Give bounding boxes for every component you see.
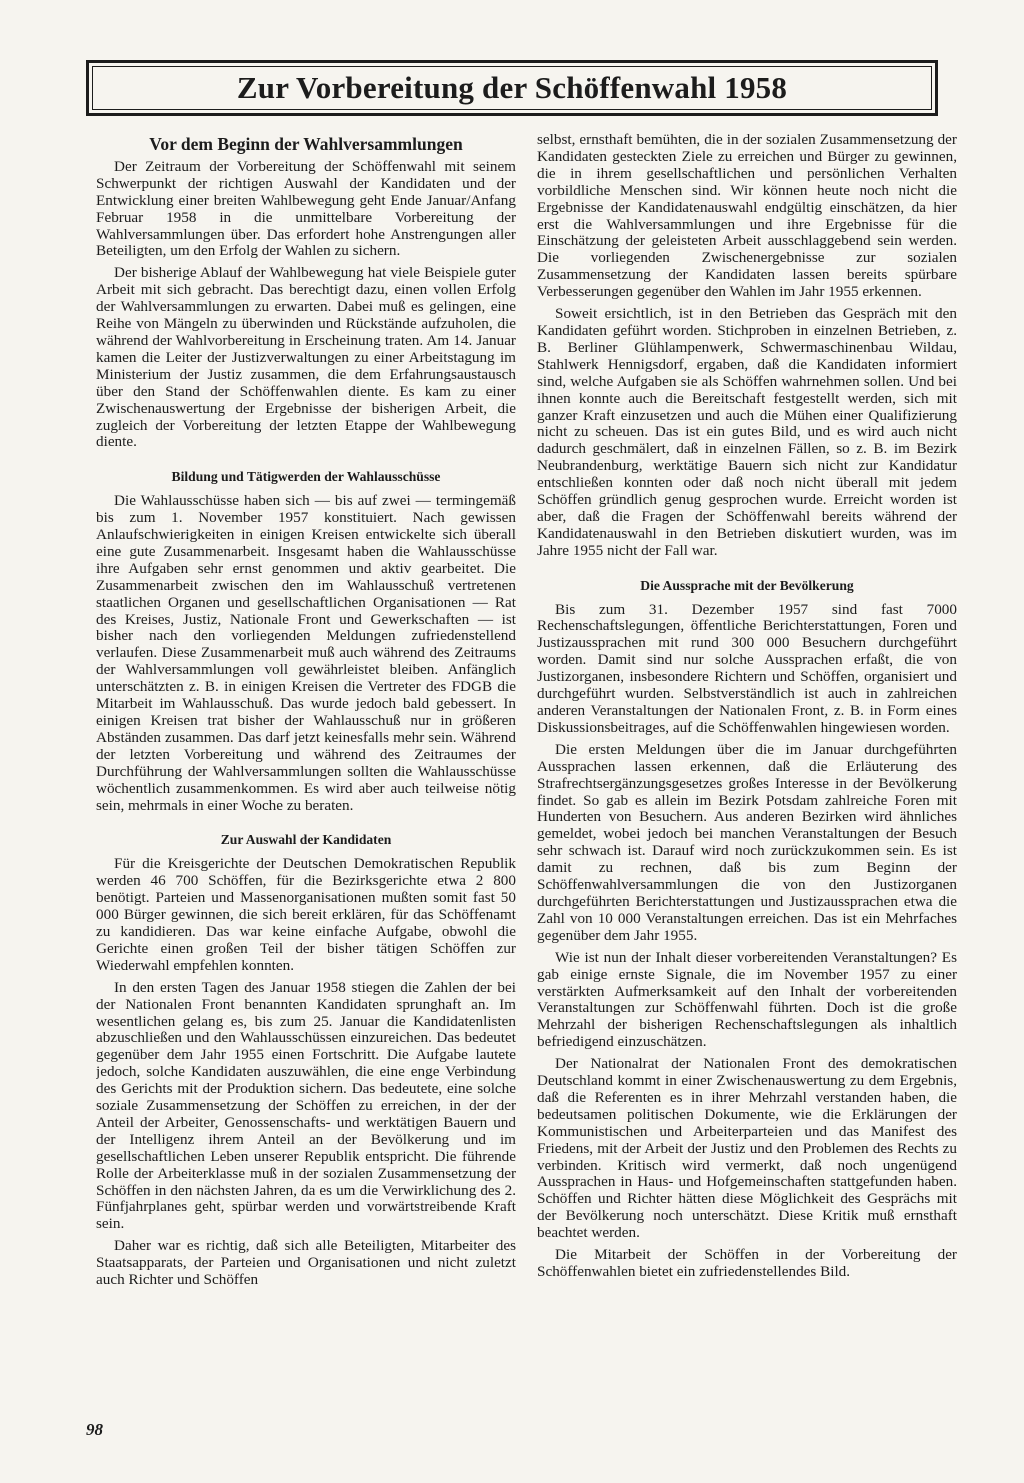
subheading-aussprache: Die Aussprache mit der Bevölkerung — [640, 577, 854, 593]
paragraph: Wie ist nun der Inhalt dieser vorbereitenden Veranstaltungen? Es gab einige ernste Signale, die im November 1957 zu einer verstärkten Aufmerksamkeit auf den Inhalt der vorbereitenden Veranstaltungen zur Schöffenwahl führten. Doch ist die große Mehrzahl der bisherigen Rechenschaftslegungen als inhaltlich befriedigend einzuschätzen. — [537, 948, 957, 1051]
paragraph: In den ersten Tagen des Januar 1958 stiegen die Zahlen der bei der Nationalen Front benannten Kandidaten sprunghaft an. Im wesentlichen gelang es, bis zum 25. Januar die Kandidatenlisten abzuschließen und den Wahlausschüssen einzureichen. Das bedeutet gegenüber dem Jahr 1955 einen Fortschritt. Die Aufgabe lautete jedoch, solche Kandidaten auszuwählen, die eine enge Verbindung des Gerichts mit der Produktion sichern. Das bedeutete, eine solche soziale Zusammensetzung der Schöffen zu erreichen, in der der Anteil der Arbeiter, Genossenschafts- und werktätigen Bauern und der Intelligenz ihrem Anteil an der Bevölkerung und im gesellschaftlichen Leben unserer Republik entspricht. Die führende Rolle der Arbeiterklasse muß in der sozialen Zusammensetzung der Schöffen in den nächsten Jahren, da es um die Verwirklichung des 2. Fünfjahrplanes geht, spürbar werden und vorwärtstreibende Kraft sein. — [96, 978, 516, 1233]
paragraph: Der Nationalrat der Nationalen Front des demokratischen Deutschland kommt in einer Zwischenauswertung zu dem Ergebnis, daß die Referenten es in ihrer Mehrzahl verstanden haben, die bedeutsamen politischen Dokumente, wie die Erklärungen der Kommunistischen und Arbeiterparteien und das Manifest des Friedens, mit der Arbeit der Justiz und den Problemen des Rechts zu verbinden. Kritisch wird vermerkt, daß noch ungenügend Aussprachen in Haus- und Hofgemeinschaften stattgefunden haben. Schöffen und Richter hätten diese Möglichkeit des Gesprächs mit der Bevölkerung noch unterschätzt. Diese Kritik muß ernsthaft beachtet werden. — [537, 1055, 957, 1242]
title-box — [86, 60, 938, 116]
paragraph: Daher war es richtig, daß sich alle Beteiligten, Mitarbeiter des Staatsapparats, der Parteien und Organisationen und nicht zuletzt auch Richter und Schöffen — [96, 1237, 516, 1289]
section-heading: Vor dem Beginn der Wahlversammlungen — [149, 134, 463, 154]
right-column — [537, 132, 957, 1412]
paragraph: Die Mitarbeit der Schöffen in der Vorbereitung der Schöffenwahlen bietet ein zufriedenstellendes Bild. — [537, 1246, 957, 1280]
subheading-bildung: Bildung und Tätigwerden der Wahlausschüsse — [171, 469, 441, 485]
paragraph: Für die Kreisgerichte der Deutschen Demokratischen Republik werden 46 700 Schöffen, für die Bezirksgerichte etwa 2 800 benötigt. Parteien und Massenorganisationen mußten somit fast 50 000 Bürger gewinnen, die sich bereit erklären, für das Schöffenamt zu kandidieren. Das war keine einfache Aufgabe, obwohl die Gerichte einen großen Teil der bisher tätigen Schöffen zur Wiederwahl empfehlen konnten. — [96, 855, 516, 974]
paragraph: Die Wahlausschüsse haben sich — bis auf zwei — termingemäß bis zum 1. November 1957 konstituiert. Nach gewissen Anlaufschwierigkeiten in einigen Kreisen entwickelte sich überall eine gute Zusammenarbeit. Insgesamt haben die Wahlausschüsse ihre Aufgaben sehr ernst genommen und aktiv gearbeitet. Die Zusammenarbeit zwischen den im Wahlausschuß vertretenen staatlichen Organen und gesellschaftlichen Organisationen — Rat des Kreises, Justiz, Nationale Front und Gewerkschaften — ist bisher nach den vorliegenden Meldungen zufriedenstellend verlaufen. Diese Zusammenarbeit muß auch während des Zeitraums der Wahlversammlungen voll gewährleistet bleiben. Anfänglich unterschätzten z. B. in einigen Kreisen die Vertreter des FDGB die Mitarbeit im Wahlausschuß. Das wurde jedoch bald gebessert. In einigen Kreisen trat bisher der Wahlausschuß nur in größeren Abständen zusammen. Das darf jetzt keinesfalls mehr sein. Während der letzten Vorbereitung und während des Zeitraumes der Durchführung der Wahlversammlungen sollten die Wahlausschüsse wöchentlich zusammenkommen. Es wird aber auch teilweise nötig sein, mehrmals in einer Woche zu beraten. — [96, 492, 516, 814]
paragraph: Der bisherige Ablauf der Wahlbewegung hat viele Beispiele guter Arbeit mit sich gebracht. Das berechtigt dazu, einen vollen Erfolg der Wahlversammlungen zu erwarten. Dabei muß es gelingen, eine Reihe von Mängeln zu überwinden und Rückstände aufzuholen, die während der Wahlvorbereitung in Erscheinung traten. Am 14. Januar kamen die Leiter der Justizverwaltungen zu einer Arbeitstagung im Ministerium der Justiz zusammen, die dem Erfahrungsaustausch über den Stand der Schöffenwahlen diente. Es kam zu einer Zwischenauswertung der Ergebnisse der bisherigen Arbeit, die zugleich der Vorbereitung der letzten Etappe der Wahlbewegung diente. — [96, 264, 516, 451]
left-column — [96, 132, 516, 1412]
page-number: 98 — [86, 1420, 103, 1439]
paragraph: Der Zeitraum der Vorbereitung der Schöffenwahl mit seinem Schwerpunkt der richtigen Auswahl der Kandidaten und der Entwicklung einer breiten Wahlbewegung geht Ende Januar/Anfang Februar 1958 in die unmittelbare Vorbereitung der Wahlversammlungen über. Das erfordert hohe Anstrengungen aller Beteiligten, um den Erfolg der Wahlen zu sichern. — [96, 157, 516, 260]
paragraph: selbst, ernsthaft bemühten, die in der sozialen Zusammensetzung der Kandidaten gesteckten Ziele zu erreichen und Bürger zu gewinnen, die in ihrem gesellschaftlichen und persönlichen Verhalten vorbildliche Menschen sind. Wir können heute noch nicht die Ergebnisse der Kandidatenauswahl endgültig einschätzen, da hier erst die Wahlversammlungen und ihre Ergebnisse für die Einschätzung der geleisteten Arbeit ausschlaggebend sein werden. Die vorliegenden Zwischenergebnisse zur sozialen Zusammensetzung der Kandidaten lassen bereits spürbare Verbesserungen gegenüber den Wahlen im Jahr 1955 erkennen. — [537, 132, 957, 301]
paragraph: Bis zum 31. Dezember 1957 sind fast 7000 Rechenschaftslegungen, öffentliche Berichterstattungen, Foren und Justizaussprachen mit rund 300 000 Besuchern durchgeführt worden. Damit sind nur solche Aussprachen erfaßt, die von Justizorganen, insbesondere Richtern und Schöffen, organisiert und durchgeführt wurden. Selbstverständlich ist auch in zahlreichen anderen Veranstaltungen der Nationalen Front, z. B. in Form eines Diskussionsbeitrages, auf die Schöffenwahlen hingewiesen worden. — [537, 600, 957, 736]
paragraph: Soweit ersichtlich, ist in den Betrieben das Gespräch mit den Kandidaten geführt worden. Stichproben in einzelnen Betrieben, z. B. Berliner Glühlampenwerk, Schwermaschinenbau Wildau, Stahlwerk Hennigsdorf, ergaben, daß die Kandidaten informiert sind, welche Aufgaben sie als Schöffen wahrnehmen sollen. Und bei ihnen konnte auch die Bereitschaft festgestellt werden, sich mit ganzer Kraft einzusetzen und auch die Mühen einer Qualifizierung nicht zu scheuen. Das ist ein gutes Bild, und es wird auch nicht dadurch geschmälert, daß in einzelnen Fällen, so z. B. im Bezirk Neubrandenburg, werktätige Bauern sich nicht zur Kandidatur entschließen konnten oder daß noch nicht überall mit jedem Schöffen gründlich genug gesprochen wurde. Erreicht worden ist aber, daß die Fragen der Schöffenwahl bereits während der Kandidatenauswahl in den Betrieben diskutiert wurden, was im Jahre 1955 nicht der Fall war. — [537, 305, 957, 559]
subheading-auswahl: Zur Auswahl der Kandidaten — [220, 832, 392, 848]
paragraph: Die ersten Meldungen über die im Januar durchgeführten Aussprachen lassen erkennen, daß die Erläuterung des Strafrechtsergänzungsgesetzes großes Interesse in der Bevölkerung findet. So gab es allein im Bezirk Potsdam zahlreiche Foren mit Hunderten von Besuchern. Aus anderen Bezirken wird ähnliches gemeldet, wobei jedoch bei manchen Veranstaltungen der Besuch sehr schwach ist. Darauf wird noch zurückzukommen sein. Es ist damit zu rechnen, daß bis zum Beginn der Schöffenwahlversammlungen die von den Justizorganen durchgeführten Berichterstattungen und Justizaussprachen etwa die Zahl von 10 000 Veranstaltungen erreichen. Das ist ein Mehrfaches gegenüber dem Jahr 1955. — [537, 740, 957, 944]
page-title: Zur Vorbereitung der Schöffenwahl 1958 — [236, 70, 788, 105]
